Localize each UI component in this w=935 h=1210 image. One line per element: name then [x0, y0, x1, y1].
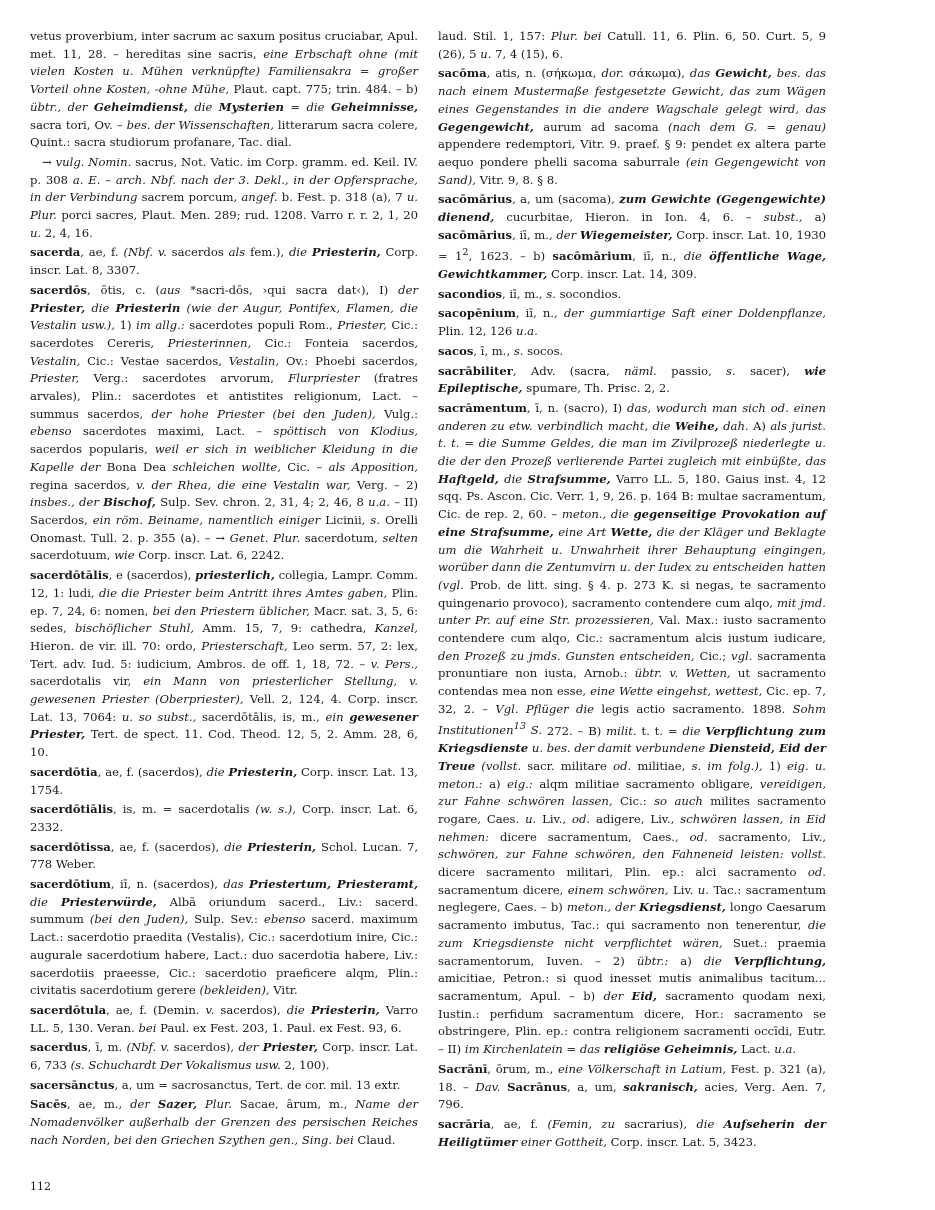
dictionary-entry: sacerdōs, ōtis, c. (aus *sacri-dōs, ›qui sacra dat‹), I) der Priester, die Priesterin (wie der Augur, Pontifex, Flamen, die Vestalin usw.), 1) im allg.: sacerdotes populi Rom., Priester, Cic.: sacerdotes Cereris, Priesterinnen, Cic.: Fonteia sacerdos, Vestalin, Cic.: Vestae sacerdos, Vestalin, Ov.: Phoebi sacerdos, Priester, Verg.: sacerdotes arvorum, Flurpriester (fratres arvales), Plin.: sacerdotes et antistites religionum, Lact. – summus sacerdos, der hohe Priester (bei den Juden), Vulg.: ebenso sacerdotes maximi, Lact. – spöttisch von Klodius, sacerdos popularis, weil er sich in weiblicher Kleidung in die Kapelle der Bona Dea schleichen wollte, Cic. – als Apposition, regina sacerdos, v. der Rhea, die eine Vestalin war, Verg. – 2) insbes., der Bischof, Sulp. Sev. chron. 2, 31, 4; 2, 46, 8 u.a. – II) Sacerdos, ein röm. Beiname, namentlich einiger Licinii, s. Orelli Onomast. Tull. 2. p. 355 (a). – → Genet. Plur. sacerdotum, selten sacerdotuum, wie Corp. inscr. Lat. 6, 2242. — [30, 282, 419, 563]
dictionary-entry: sacerdōtālis, e (sacerdos), priesterlich, collegia, Lampr. Comm. 12, 1: ludi, die die Priester beim Antritt ihres Amtes gaben, Plin. ep. 7, 24, 6: nomen, bei den Priestern üblicher, Macr. sat. 3, 5, 6: sedes, bischöflicher Stuhl, Amm. 15, 7, 9: cathedra, Kanzel, Hieron. de vir. ill. 70: ordo, Priesterschaft, Leo serm. 57, 2: lex, Tert. adv. Iud. 5: iudicium, Ambros. de off. 1, 18, 72. – v. Pers., sacerdotalis vir, ein Mann von priesterlicher Stellung, v. gewesenen Priester (Oberpriester), Vell. 2, 124, 4. Corp. inscr. Lat. 13, 7064: u. so subst., sacerdōtālis, is, m., ein gewesener Priester, Tert. de spect. 11. Cod. Theod. 12, 5, 2. Amm. 28, 6, 10. — [30, 568, 419, 760]
dictionary-entry: sacrāria, ae, f. (Femin, zu sacrarius), die Aufseherin der Heiligtümer einer Gottheit, Corp. inscr. Lat. 5, 3423. — [438, 1116, 827, 1149]
dictionary-entry: sacerda, ae, f. (Nbf. v. sacerdos als fem.), die Priesterin, Corp. inscr. Lat. 8, 3307. — [30, 245, 419, 278]
dictionary-entry: vetus proverbium, inter sacrum ac saxum positus cruciabar, Apul. met. 11, 28. – hereditas sine sacris, eine Erbschaft ohne (mit vielen Kosten u. Mühen verknüpfte) Familiensakra = großer Vorteil ohne Kosten, -ohne Mühe, Plaut. capt. 775; trin. 484. – b) übtr., der Geheimdienst, die Mysterien = die Geheimnisse, sacra tori, Ov. – bes. der Wissenschaften, litterarum sacra colere, Quint.: sacra studiorum profanare, Tac. dial. — [30, 29, 419, 150]
right-column — [438, 28, 826, 1153]
dictionary-entry: sacerdōtium, iī, n. (sacerdos), das Priestertum, Priesteramt, die Priesterwürde, Albā oriundum sacerd., Liv.: sacerd. summum (bei den Juden), Sulp. Sev.: ebenso sacerd. maximum Lact.: sacerdotio praedita (Vestalis), Cic.: sacerdotium inire, Cic.: augurale sacerdotium habere, Lact.: duo sacerdotia habere, Liv.: sacerdotiis praeesse, Cic.: sacerdotio praeficere alqm, Plin.: civitatis sacerdotium gerere (bekleiden), Vitr. — [30, 877, 418, 998]
dictionary-entry: sacopēnium, iī, n., der gummiartige Saft einer Doldenpflanze, Plin. 12, 126 u.a. — [438, 306, 826, 339]
dictionary-entry: sacos, ī, m., s. socos. — [438, 343, 564, 358]
dictionary-entry: sacrābiliter, Adv. (sacra, näml. passio, s. sacer), wie Epileptische, spumare, Th. Prisc. 2, 2. — [438, 363, 826, 396]
dictionary-entry: sacersānctus, a, um = sacrosanctus, Tert. de cor. mil. 13 extr. — [30, 1077, 401, 1092]
dictionary-entry: laud. Stil. 1, 157: Plur. bei Catull. 11, 6. Plin. 6, 50. Curt. 5, 9 (26), 5 u. 7, 4 (15), 6. — [438, 29, 826, 61]
dictionary-entry: sacerdōtiālis, is, m. = sacerdotalis (w. s.), Corp. inscr. Lat. 6, 2332. — [30, 802, 418, 834]
dictionary-entry: sacondios, iī, m., s. socondios. — [438, 286, 622, 301]
dictionary-entry: sacerdus, ī, m. (Nbf. v. sacerdos), der Priester, Corp. inscr. Lat. 6, 733 (s. Schuchardt Der Vokalismus usw. 2, 100). — [30, 1040, 418, 1073]
dictionary-entry: sacrāmentum, ī, n. (sacro), I) das, wodurch man sich od. einen anderen zu etw. verbindlich macht, die Weihe, dah. A) als jurist. t. t. = die Summe Geldes, die man im Zivilprozeß niederlegte u. die der den Prozeß verlierende Partei zugleich mit einbüßte, das Haftgeld, die Strafsumme, Varro LL. 5, 180. Gaius inst. 4, 12 sqq. Ps. Ascon. Cic. Verr. 1, 9, 26. p. 164 B: multae sacramentum, Cic. de rep. 2, 60. – meton., die gegenseitige Provokation auf eine Strafsumme, eine Art Wette, die der Kläger und Beklagte um die Wahrheit u. Unwahrheit ihrer Behauptung eingingen, worüber dann die Zentumvirn u. der Iudex zu entscheiden hatten (vgl. Prob. de litt. sing. § 4. p. 273 K. si negas, te sacramento quingenario provoco), sacramento contendere cum alqo, mit jmd. unter Pr. auf eine Str. prozessieren, Val. Max.: iusto sacramento contendere cum alqo, Cic.: sacramentum alcis iustum iudicare, den Prozeß zu jmds. Gunsten entscheiden, Cic.; vgl. sacramenta pronuntiare non iusta, Arnob.: übtr. v. Wetten, ut sacramento contendas mea non esse, eine Wette eingehst, wettest, Cic. ep. 7, 32, 2. – Vgl. Pflüger die legis actio sacramento. 1898. Sohm Institutionen$^{13}$ S. 272. – B) milit. t. t. = die Verpflichtung zum Kriegsdienste u. bes. der damit verbundene Diensteid, Eid der Treue (vollst. sacr. militare od. militiae, s. im folg.), 1) eig. u. meton.: a) eig.: alqm militiae sacramento obligare, vereidigen, zur Fahne schwören lassen, Cic.: so auch milites sacramento rogare, Caes. u. Liv., od. adigere, Liv., schwören lassen, in Eid nehmen: dicere sacramentum, Caes., od. sacramento, Liv., schwören, zur Fahne schwören, den Fahneneid leisten: vollst. dicere sacramento militari, Plin. ep.: alci sacramento od. sacramentum dicere, einem schwören, Liv. u. Tac.: sacramentum neglegere, Caes. – b) meton., der Kriegsdienst, longo Caesarum sacramento imbutus, Tac.: qui sacramento non tenerentur, die zum Kriegsdienste nicht verpflichtet wären, Suet.: praemia sacramentorum, Iuven. – 2) übtr.: a) die Verpflichtung, amicitiae, Petron.: si quod inesset mutis animalibus tacitum... sacramentum, Apul. – b) der Eid, sacramento quodam nexi, Iustin.: perfidum sacramentum dicere, Hor.: sacramento se obstringere, Plin. ep.: contra religionem sacramenti occīdi, Eutr. – II) im Kirchenlatein = das religiöse Geheimnis, Lact. u.a. — [438, 400, 827, 1057]
left-column — [30, 28, 418, 1152]
dictionary-entry: sacerdōtia, ae, f. (sacerdos), die Priesterin, Corp. inscr. Lat. 13, 1754. — [30, 764, 418, 797]
dictionary-entry: Sacrānī, ōrum, m., eine Völkerschaft in Latium, Fest. p. 321 (a), 18. – Dav. Sacrānus, a, um, sakranisch, acies, Verg. Aen. 7, 796. — [438, 1061, 826, 1112]
dictionary-entry: sacerdōtissa, ae, f. (sacerdos), die Priesterin, Schol. Lucan. 7, 778 Weber. — [30, 839, 419, 872]
page-number: 112 — [30, 1180, 51, 1193]
dictionary-entry: sacōma, atis, n. (σήκωμα, dor. σάκωμα), das Gewicht, bes. das nach einem Mustermaße festgesetzte Gewicht, das zum Wägen eines Gegenstandes in die andere Wagschale gelegt wird, das Gegengewicht, aurum ad sacoma (nach dem G. = genau) appendere redemptori, Vitr. 9. praef. § 9: pendet ex altera parte aequo pondere phelli sacoma saburrale (ein Gegengewicht von Sand), Vitr. 9, 8. § 8. — [438, 66, 827, 187]
dictionary-entry: → vulg. Nomin. sacrus, Not. Vatic. im Corp. gramm. ed. Keil. IV. p. 308 a. E. – arch. Nbf. nach der 3. Dekl., in der Opfersprache, in der Verbindung sacrem porcum, angef. b. Fest. p. 318 (a), 7 u. Plur. porci sacres, Plaut. Men. 289; rud. 1208. Varro r. r. 2, 1, 20 u. 2, 4, 16. — [30, 154, 418, 240]
dictionary-entry: sacōmārius, a, um (sacoma), zum Gewichte (Gegengewichte) dienend, cucurbitae, Hieron. in Ion. 4, 6. – subst., a) sacōmārius, iī, m., der Wiegemeister, Corp. inscr. Lat. 10, $1930 = 1^2$, 1623. – b) sacōmārium, iī, n., die öffentliche Wage, Gewichtkammer, Corp. inscr. Lat. 14, 309. — [438, 192, 827, 281]
dictionary-entry: Sacēs, ae, m., der Sazer, Plur. Sacae, ārum, m., Name der Nomadenvölker außerhalb der Grenzen des persischen Reiches nach Norden, bei den Griechen Szythen gen., Sing. bei Claud. — [30, 1097, 418, 1147]
dictionary-entry: sacerdōtula, ae, f. (Demin. v. sacerdos), die Priesterin, Varro LL. 5, 130. Veran. bei Paul. ex Fest. 203, 1. Paul. ex Fest. 93, 6. — [30, 1002, 418, 1035]
